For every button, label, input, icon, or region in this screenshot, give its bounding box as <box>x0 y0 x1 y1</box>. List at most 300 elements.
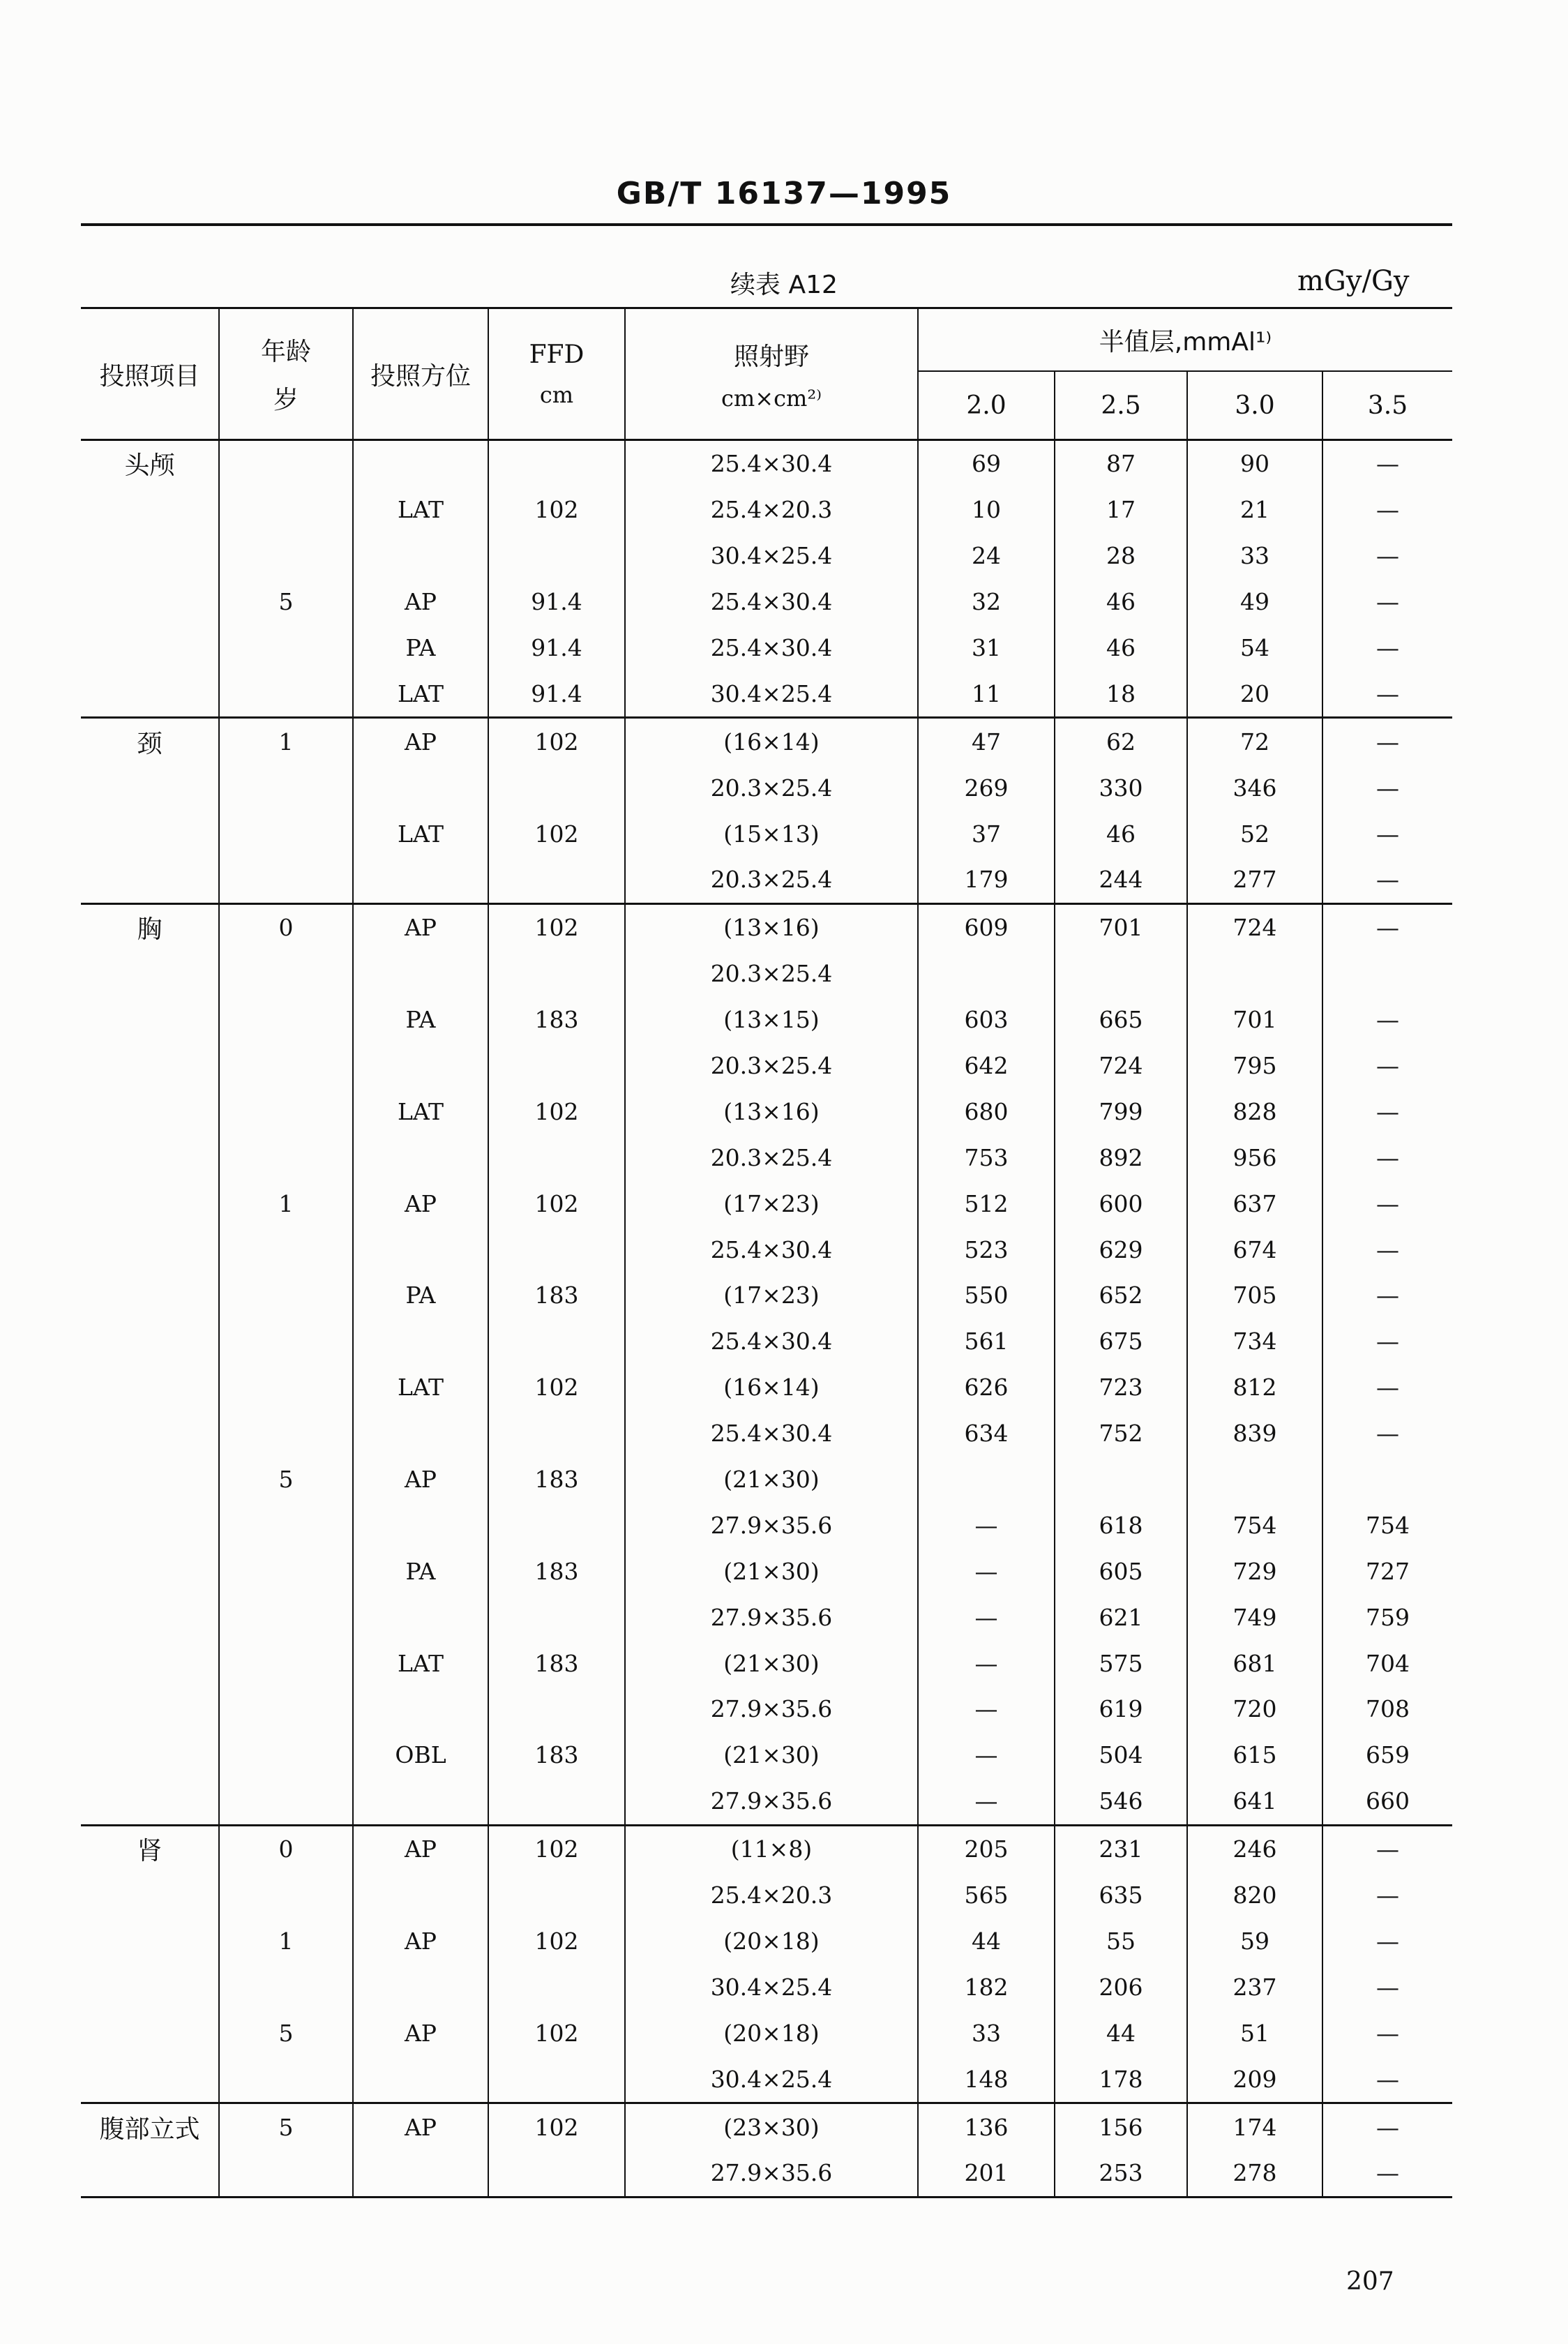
table-row <box>81 487 1452 533</box>
age-cell <box>219 1134 353 1180</box>
ffd-cell: 102 <box>488 1088 625 1134</box>
hvl-2-5-cell: 665 <box>1055 997 1187 1043</box>
direction-cell <box>353 951 488 997</box>
hvl-3-0-cell: 637 <box>1187 1180 1322 1226</box>
item-cell <box>81 2010 219 2056</box>
table-row <box>81 1457 1452 1503</box>
direction-cell <box>353 1594 488 1640</box>
hvl-2-0-cell: 753 <box>918 1134 1055 1180</box>
field-cell: (17×23) <box>625 1180 918 1226</box>
hvl-3-0-cell: 729 <box>1187 1548 1322 1594</box>
field-cell: 20.3×25.4 <box>625 765 918 811</box>
item-cell <box>81 1180 219 1226</box>
table-row <box>81 2056 1452 2103</box>
hvl-2-0-cell: 512 <box>918 1180 1055 1226</box>
age-cell <box>219 2056 353 2103</box>
hvl-2-0-cell: 201 <box>918 2150 1055 2197</box>
hvl-3-5-cell: — <box>1376 2065 1400 2093</box>
age-cell: 0 <box>219 1825 353 1872</box>
hvl-3-0-cell: 52 <box>1187 811 1322 857</box>
field-cell: 25.4×30.4 <box>625 1226 918 1272</box>
direction-cell <box>353 533 488 579</box>
item-cell <box>81 1732 219 1778</box>
item-cell <box>81 1548 219 1594</box>
hvl-3-5-cell: — <box>1322 718 1452 765</box>
hvl-3-0-cell: 956 <box>1187 1134 1322 1180</box>
ffd-cell: 102 <box>488 1180 625 1226</box>
ffd-cell <box>488 951 625 997</box>
field-cell: 25.4×30.4 <box>625 1318 918 1365</box>
hvl-3-0-cell: 828 <box>1187 1088 1322 1134</box>
hvl-3-0-cell: 795 <box>1187 1043 1322 1089</box>
field-cell: 25.4×30.4 <box>625 1411 918 1457</box>
table-row <box>81 1318 1452 1365</box>
ffd-cell <box>488 857 625 903</box>
item-cell <box>81 1365 219 1411</box>
hvl-2-5-cell: 605 <box>1055 1548 1187 1594</box>
direction-cell <box>353 1043 488 1089</box>
field-cell: 30.4×25.4 <box>625 670 918 717</box>
table-row <box>81 1594 1452 1640</box>
hvl-3-0-cell <box>1187 1457 1322 1503</box>
hvl-2-5-cell: 675 <box>1055 1318 1187 1365</box>
unit-label: mGy/Gy <box>1297 265 1410 297</box>
age-cell <box>219 1365 353 1411</box>
hvl-2-0-cell: 32 <box>918 579 1055 625</box>
ffd-cell <box>488 1318 625 1365</box>
field-cell: 27.9×35.6 <box>625 1778 918 1825</box>
hvl-3-5-cell: — <box>1322 2103 1452 2150</box>
field-cell: 27.9×35.6 <box>625 1686 918 1732</box>
hvl-3-5-cell: 660 <box>1366 1787 1410 1815</box>
table-row <box>81 533 1452 579</box>
table-row <box>81 1732 1452 1778</box>
field-label-line2: cm×cm²⁾ <box>721 384 822 412</box>
age-cell <box>219 1226 353 1272</box>
hvl-3-5-cell: — <box>1376 679 1400 707</box>
item-cell <box>81 2056 219 2103</box>
direction-cell: PA <box>353 997 488 1043</box>
ffd-cell: 91.4 <box>488 625 625 671</box>
table-row <box>81 1918 1452 1964</box>
direction-cell <box>353 1226 488 1272</box>
direction-cell <box>353 2056 488 2103</box>
hvl-3-5-cell: — <box>1376 1374 1400 1402</box>
field-cell: 20.3×25.4 <box>625 857 918 903</box>
ffd-label-line1: FFD <box>529 340 585 369</box>
hvl-3-0-cell: 346 <box>1187 765 1322 811</box>
hvl-3-0-cell: 705 <box>1187 1272 1322 1318</box>
age-cell <box>219 811 353 857</box>
age-cell <box>219 997 353 1043</box>
field-cell: 25.4×30.4 <box>625 625 918 671</box>
hvl-3-5-cell: — <box>1376 450 1400 478</box>
ffd-cell: 102 <box>488 718 625 765</box>
hvl-3-5-cell <box>1322 1457 1452 1503</box>
item-cell <box>81 1918 219 1964</box>
hvl-2-0-cell: 11 <box>918 670 1055 717</box>
direction-cell: PA <box>353 1548 488 1594</box>
field-cell: (16×14) <box>625 1365 918 1411</box>
direction-cell <box>353 1318 488 1365</box>
hvl-3-5-cell: — <box>1376 866 1400 894</box>
age-cell <box>219 765 353 811</box>
ffd-cell: 183 <box>488 997 625 1043</box>
field-cell: 20.3×25.4 <box>625 1134 918 1180</box>
item-cell <box>81 1134 219 1180</box>
table-caption: 续表 A12 <box>730 271 838 299</box>
hvl-2-0-cell: — <box>918 1778 1055 1825</box>
hvl-2-0-cell: — <box>918 1548 1055 1594</box>
hvl-3-5-cell: — <box>1376 1973 1400 2001</box>
ffd-cell <box>488 533 625 579</box>
direction-cell: LAT <box>353 487 488 533</box>
hvl-2-0-cell: 47 <box>918 718 1055 765</box>
age-cell <box>219 440 353 487</box>
field-cell: 25.4×30.4 <box>625 440 918 487</box>
hvl-2-5-cell: 206 <box>1055 1964 1187 2010</box>
hvl-2-0-cell <box>918 1457 1055 1503</box>
hvl-3-5-cell: — <box>1376 1282 1400 1309</box>
hvl-3-0-cell: 812 <box>1187 1365 1322 1411</box>
direction-cell: AP <box>353 1918 488 1964</box>
ffd-cell <box>488 1686 625 1732</box>
item-cell <box>81 1640 219 1686</box>
age-cell: 1 <box>219 1918 353 1964</box>
hvl-3-5-cell: — <box>1376 2019 1400 2047</box>
hvl-2-5-cell: 244 <box>1055 857 1187 903</box>
item-cell: 腹部立式 <box>81 2103 219 2150</box>
hvl-2-5-cell: 46 <box>1055 625 1187 671</box>
age-cell: 1 <box>219 718 353 765</box>
hvl-2-5-cell: 18 <box>1055 670 1187 717</box>
hvl-3-0-cell: 237 <box>1187 1964 1322 2010</box>
direction-cell <box>353 765 488 811</box>
table-row <box>81 1686 1452 1732</box>
hvl-2-0-cell: 205 <box>918 1825 1055 1872</box>
age-cell <box>219 1872 353 1918</box>
ffd-cell <box>488 1134 625 1180</box>
ffd-cell: 183 <box>488 1548 625 1594</box>
age-cell <box>219 1043 353 1089</box>
ffd-cell: 102 <box>488 811 625 857</box>
ffd-cell: 183 <box>488 1457 625 1503</box>
table-row <box>81 579 1452 625</box>
age-cell <box>219 670 353 717</box>
table-row <box>81 1502 1452 1548</box>
hvl-2-5-cell: 723 <box>1055 1365 1187 1411</box>
hvl-2-0-cell: 33 <box>918 2010 1055 2056</box>
age-cell <box>219 2150 353 2197</box>
item-cell: 颈 <box>81 718 219 765</box>
hvl-2-0-cell: 642 <box>918 1043 1055 1089</box>
age-cell <box>219 625 353 671</box>
hvl-3-0-cell: 72 <box>1187 718 1322 765</box>
col-header-direction: 投照方位 <box>353 308 488 440</box>
standard-code: GB/T 16137—1995 <box>616 176 952 211</box>
hvl-3-0-cell <box>1187 951 1322 997</box>
ffd-cell: 102 <box>488 487 625 533</box>
col-header-age <box>219 308 353 440</box>
direction-cell <box>353 857 488 903</box>
hvl-3-0-cell: 33 <box>1187 533 1322 579</box>
hvl-2-0-cell: — <box>918 1686 1055 1732</box>
col-header-field <box>625 308 918 440</box>
hvl-2-0-cell: 24 <box>918 533 1055 579</box>
hvl-2-5-cell: 546 <box>1055 1778 1187 1825</box>
table-row <box>81 997 1452 1043</box>
field-cell: (21×30) <box>625 1640 918 1686</box>
item-cell <box>81 625 219 671</box>
hvl-3-0-cell: 749 <box>1187 1594 1322 1640</box>
item-cell <box>81 1502 219 1548</box>
field-cell: (20×18) <box>625 1918 918 1964</box>
age-cell <box>219 1640 353 1686</box>
hvl-3-0-cell: 90 <box>1187 440 1322 487</box>
hvl-3-0-cell: 839 <box>1187 1411 1322 1457</box>
field-cell: (16×14) <box>625 718 918 765</box>
item-cell <box>81 951 219 997</box>
ffd-label-line2: cm <box>539 381 574 408</box>
direction-cell <box>353 1872 488 1918</box>
hvl-2-5-cell: 799 <box>1055 1088 1187 1134</box>
field-cell: (21×30) <box>625 1732 918 1778</box>
hvl-3-5-cell: — <box>1376 774 1400 802</box>
field-label-line1: 照射野 <box>733 342 809 371</box>
item-cell <box>81 670 219 717</box>
item-cell <box>81 1088 219 1134</box>
hvl-2-0-cell: 561 <box>918 1318 1055 1365</box>
field-cell: 20.3×25.4 <box>625 951 918 997</box>
direction-cell <box>353 2150 488 2197</box>
direction-cell: AP <box>353 903 488 950</box>
hvl-3-5-cell: — <box>1376 1006 1400 1034</box>
age-cell <box>219 951 353 997</box>
hvl-3-5-cell: 704 <box>1366 1649 1410 1677</box>
item-cell <box>81 1043 219 1089</box>
item-cell <box>81 1272 219 1318</box>
item-cell <box>81 765 219 811</box>
age-cell <box>219 1088 353 1134</box>
item-cell <box>81 1594 219 1640</box>
field-cell: (23×30) <box>625 2103 918 2150</box>
page-number: 207 <box>1346 2267 1394 2296</box>
ffd-cell <box>488 1872 625 1918</box>
hvl-header-3-0: 3.0 <box>1187 371 1322 440</box>
table-row <box>81 765 1452 811</box>
hvl-2-5-cell: 752 <box>1055 1411 1187 1457</box>
hvl-2-0-cell: 269 <box>918 765 1055 811</box>
age-cell: 5 <box>219 2010 353 2056</box>
hvl-2-0-cell: 44 <box>918 1918 1055 1964</box>
ffd-cell <box>488 2056 625 2103</box>
direction-cell <box>353 1778 488 1825</box>
age-cell: 5 <box>219 579 353 625</box>
hvl-2-5-cell: 652 <box>1055 1272 1187 1318</box>
direction-cell: LAT <box>353 670 488 717</box>
table-row <box>81 718 1452 765</box>
item-cell <box>81 1778 219 1825</box>
hvl-3-0-cell: 754 <box>1187 1502 1322 1548</box>
ffd-cell: 102 <box>488 1365 625 1411</box>
direction-cell: AP <box>353 1180 488 1226</box>
ffd-cell: 102 <box>488 903 625 950</box>
age-cell: 0 <box>219 903 353 950</box>
table-row <box>81 1548 1452 1594</box>
age-cell <box>219 1272 353 1318</box>
hvl-2-5-cell: 621 <box>1055 1594 1187 1640</box>
hvl-2-5-cell: 724 <box>1055 1043 1187 1089</box>
table-row <box>81 1964 1452 2010</box>
hvl-2-5-cell: 504 <box>1055 1732 1187 1778</box>
table-row <box>81 1272 1452 1318</box>
hvl-3-5-cell: 708 <box>1366 1695 1410 1723</box>
item-cell <box>81 1872 219 1918</box>
hvl-2-0-cell: 634 <box>918 1411 1055 1457</box>
field-cell: (13×16) <box>625 903 918 950</box>
ffd-cell <box>488 2150 625 2197</box>
item-cell <box>81 487 219 533</box>
table-row <box>81 1411 1452 1457</box>
hvl-3-5-cell: — <box>1376 1881 1400 1909</box>
table-row <box>81 1180 1452 1226</box>
hvl-2-0-cell: 69 <box>918 440 1055 487</box>
table-row <box>81 2103 1452 2150</box>
ffd-cell <box>488 765 625 811</box>
hvl-3-5-cell: 659 <box>1366 1741 1410 1769</box>
age-cell <box>219 1411 353 1457</box>
age-cell <box>219 857 353 903</box>
hvl-3-0-cell: 701 <box>1187 997 1322 1043</box>
table-row <box>81 440 1452 487</box>
hvl-3-0-cell: 246 <box>1187 1825 1322 1872</box>
hvl-3-0-cell: 59 <box>1187 1918 1322 1964</box>
age-label-line2: 岁 <box>273 386 299 414</box>
hvl-2-5-cell: 330 <box>1055 765 1187 811</box>
ffd-cell <box>488 1226 625 1272</box>
ffd-cell <box>488 1043 625 1089</box>
item-cell <box>81 2150 219 2197</box>
hvl-2-0-cell: 523 <box>918 1226 1055 1272</box>
ffd-cell <box>488 1411 625 1457</box>
hvl-3-5-cell: — <box>1322 1825 1452 1872</box>
hvl-3-5-cell: — <box>1376 542 1400 570</box>
field-cell: 30.4×25.4 <box>625 2056 918 2103</box>
hvl-3-5-cell: — <box>1376 588 1400 616</box>
age-cell <box>219 1778 353 1825</box>
hvl-3-5-cell: — <box>1376 1927 1400 1955</box>
age-cell: 5 <box>219 1457 353 1503</box>
item-cell <box>81 1226 219 1272</box>
age-cell <box>219 1686 353 1732</box>
hvl-2-5-cell: 87 <box>1055 440 1187 487</box>
field-cell: 30.4×25.4 <box>625 533 918 579</box>
hvl-2-0-cell: 680 <box>918 1088 1055 1134</box>
hvl-2-0-cell: 603 <box>918 997 1055 1043</box>
hvl-2-5-cell <box>1055 1457 1187 1503</box>
hvl-3-0-cell: 681 <box>1187 1640 1322 1686</box>
hvl-3-0-cell: 54 <box>1187 625 1322 671</box>
item-cell <box>81 857 219 903</box>
ffd-cell <box>488 1502 625 1548</box>
direction-cell: AP <box>353 579 488 625</box>
hvl-3-0-cell: 820 <box>1187 1872 1322 1918</box>
hvl-2-0-cell: 148 <box>918 2056 1055 2103</box>
hvl-3-5-cell: 759 <box>1366 1603 1410 1631</box>
hvl-2-0-cell: 37 <box>918 811 1055 857</box>
hvl-2-5-cell: 253 <box>1055 2150 1187 2197</box>
item-cell <box>81 1457 219 1503</box>
hvl-2-0-cell: — <box>918 1732 1055 1778</box>
age-cell <box>219 1502 353 1548</box>
direction-cell: AP <box>353 718 488 765</box>
direction-cell: LAT <box>353 811 488 857</box>
age-cell <box>219 1594 353 1640</box>
hvl-3-5-cell: — <box>1376 1328 1400 1355</box>
table-row <box>81 1088 1452 1134</box>
item-cell: 胸 <box>81 903 219 950</box>
ffd-cell: 183 <box>488 1732 625 1778</box>
item-cell <box>81 997 219 1043</box>
hvl-2-5-cell: 619 <box>1055 1686 1187 1732</box>
ffd-cell: 91.4 <box>488 579 625 625</box>
field-cell: 27.9×35.6 <box>625 2150 918 2197</box>
field-cell: 25.4×30.4 <box>625 579 918 625</box>
direction-cell <box>353 1686 488 1732</box>
hvl-2-0-cell: 31 <box>918 625 1055 671</box>
table-row <box>81 903 1452 950</box>
table-body <box>81 440 1452 2198</box>
hvl-3-5-cell: — <box>1376 634 1400 661</box>
table-row <box>81 1825 1452 1872</box>
hvl-3-0-cell: 49 <box>1187 579 1322 625</box>
hvl-3-5-cell: — <box>1376 1235 1400 1263</box>
table-row <box>81 857 1452 903</box>
hvl-3-0-cell: 21 <box>1187 487 1322 533</box>
direction-cell: OBL <box>353 1732 488 1778</box>
ffd-cell <box>488 1594 625 1640</box>
direction-cell: AP <box>353 2103 488 2150</box>
age-cell <box>219 533 353 579</box>
age-cell <box>219 1964 353 2010</box>
col-header-item: 投照项目 <box>81 308 219 440</box>
hvl-2-0-cell: 609 <box>918 903 1055 950</box>
hvl-3-0-cell: 674 <box>1187 1226 1322 1272</box>
hvl-3-5-cell <box>1322 951 1452 997</box>
hvl-2-0-cell: 565 <box>918 1872 1055 1918</box>
ffd-cell: 102 <box>488 2010 625 2056</box>
hvl-3-0-cell: 277 <box>1187 857 1322 903</box>
ffd-cell: 183 <box>488 1272 625 1318</box>
item-cell <box>81 1686 219 1732</box>
hvl-3-0-cell: 174 <box>1187 2103 1322 2150</box>
hvl-3-0-cell: 724 <box>1187 903 1322 950</box>
table-row <box>81 1365 1452 1411</box>
direction-cell <box>353 1411 488 1457</box>
field-cell: (13×15) <box>625 997 918 1043</box>
hvl-2-5-cell: 46 <box>1055 579 1187 625</box>
hvl-3-5-cell: — <box>1376 1189 1400 1217</box>
hvl-3-5-cell: 754 <box>1366 1511 1410 1539</box>
hvl-2-5-cell: 46 <box>1055 811 1187 857</box>
age-label-line1: 年龄 <box>260 338 311 366</box>
hvl-3-0-cell: 641 <box>1187 1778 1322 1825</box>
hvl-3-5-cell: — <box>1322 2150 1452 2197</box>
hvl-2-0-cell: 179 <box>918 857 1055 903</box>
field-cell: 25.4×20.3 <box>625 487 918 533</box>
table-row <box>81 1640 1452 1686</box>
table-row <box>81 951 1452 997</box>
